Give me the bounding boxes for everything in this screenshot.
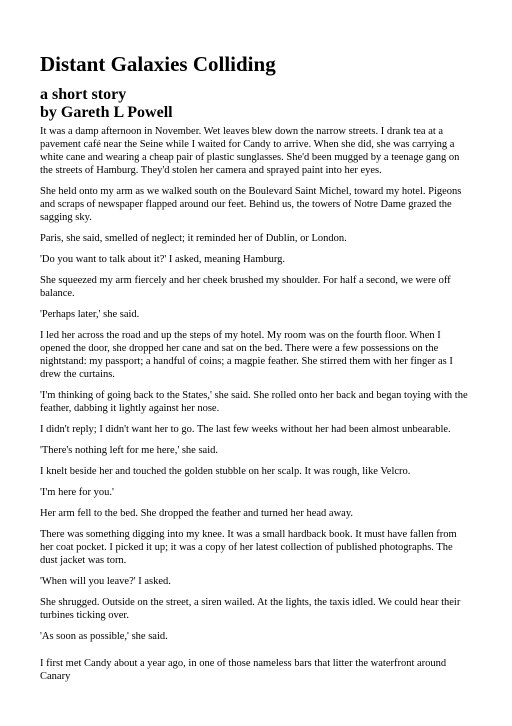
paragraph: 'I'm thinking of going back to the States,' she said. She rolled onto her back and began toying with the feather, dabbing it lightly against her nose. <box>40 390 468 414</box>
paragraph: She squeezed my arm fiercely and her cheek brushed my shoulder. For half a second, we were off balance. <box>40 275 451 299</box>
paragraph: There was something digging into my knee. It was a small hardback book. It must have fallen from her coat pocket. I picked it up; it was a copy of her latest collection of published photographs. The dust jacket was torn. <box>40 529 457 566</box>
paragraph: She held onto my arm as we walked south on the Boulevard Saint Michel, toward my hotel. Pigeons and scraps of newspaper flapped around our feet. Behind us, the towers of Notre Dame grazed the sagging sky. <box>40 186 462 223</box>
paragraph: 'I'm here for you.' <box>40 487 114 498</box>
paragraph: Her arm fell to the bed. She dropped the feather and turned her head away. <box>40 508 354 519</box>
paragraph: I first met Candy about a year ago, in one of those nameless bars that litter the waterfront around Canary <box>40 658 447 682</box>
paragraph: I led her across the road and up the steps of my hotel. My room was on the fourth floor. When I opened the door, she dropped her cane and sat on the bed. There were a few possessions on the nightstand: my passport; a handful of coins; a magpie feather. She stirred them with her finger as I drew the curtains. <box>40 330 453 380</box>
paragraph: Paris, she said, smelled of neglect; it reminded her of Dublin, or London. <box>40 233 347 244</box>
paragraph: 'There's nothing left for me here,' she said. <box>40 445 218 456</box>
paragraph: It was a damp afternoon in November. Wet leaves blew down the narrow streets. I drank tea at a pavement café near the Seine while I waited for Candy to arrive. When she did, she was carrying a white cane and wearing a cheap pair of plastic sunglasses. She'd been mugged by a teenage gang on the streets of Hamburg. They'd stolen her camera and sprayed paint into her eyes. <box>40 126 460 176</box>
paragraph: 'Perhaps later,' she said. <box>40 309 140 320</box>
story-subtitle <box>40 86 173 122</box>
paragraph: 'When will you leave?' I asked. <box>40 576 171 587</box>
paragraph: I knelt beside her and touched the golden stubble on her scalp. It was rough, like Velcro. <box>40 466 411 477</box>
subtitle-line-1: a short story <box>40 86 127 103</box>
paragraph: 'Do you want to talk about it?' I asked, meaning Hamburg. <box>40 254 286 265</box>
story-title: Distant Galaxies Colliding <box>40 52 276 76</box>
author-byline: by Gareth L Powell <box>40 104 173 121</box>
story-body <box>40 125 470 691</box>
paragraph: I didn't reply; I didn't want her to go. The last few weeks without her had been almost unbearable. <box>40 424 451 435</box>
paragraph: 'As soon as possible,' she said. <box>40 631 168 642</box>
paragraph: She shrugged. Outside on the street, a siren wailed. At the lights, the taxis idled. We could hear their turbines ticking over. <box>40 597 461 621</box>
